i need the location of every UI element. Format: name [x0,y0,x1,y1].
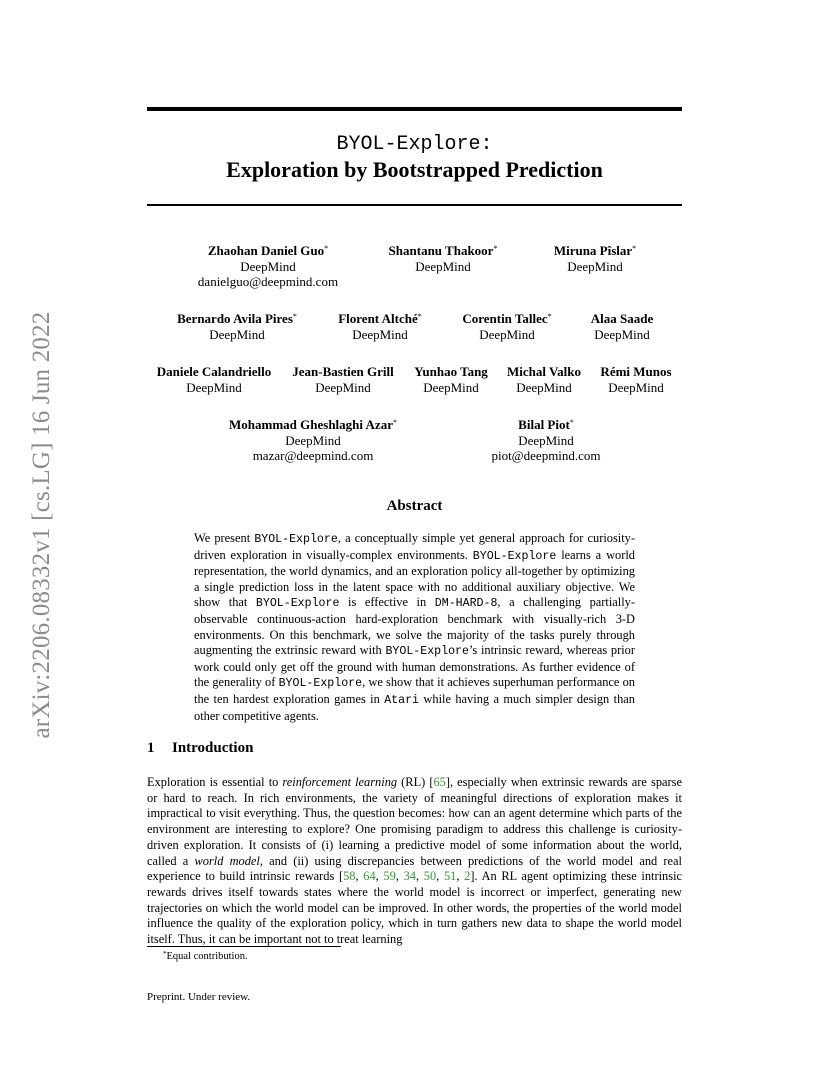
author-affiliation: DeepMind [285,432,341,448]
citation-link[interactable]: 51 [443,869,457,884]
emphasized-term: reinforcement learning [282,775,398,789]
citation-link[interactable]: 50 [423,869,437,884]
author-affiliation: DeepMind [594,326,650,342]
author-name: Miruna Pîslar [553,243,633,258]
author-name: Yunhao Tang [414,364,488,379]
text-run: , a challenging partially-observable continuous-action hard-exploration benchmark with visually-rich 3-D environments. On this benchmark, we solve the majority of the tasks purely through augmenting the extrinsic reward with [194,595,636,658]
equal-contribution-mark: * [569,418,574,427]
text-run: ], especially when extrinsic rewards are sparse or hard to reach. In rich environments, the variety of meaningful directions of exploration makes it impractical to visit everything. Thus, the question becomes: how can an agent determine which parts of the environment are interesting to explore? One promising paradigm to address this challenge is curiosity-driven exploration. It consists of (i) learning a predictive model of some information about the world, called a [147,775,682,868]
citation-link[interactable]: 58 [343,869,356,884]
citation-link[interactable]: 65 [433,775,446,789]
author-name: Corentin Tallec [462,311,548,326]
author-card [600,362,671,395]
abstract-body [194,531,635,724]
text-run: ]. An RL agent optimizing these intrinsic rewards drives itself towards states where the world model is incorrect or imperfect, generating new trajectories on which the world model can be improved. In other words, the properties of the world model influence the quality of the exploration policy, which in turn gathers new data to shape the world model itself. Thus, it can be important not to treat learning [147,869,683,947]
footnote-rule [147,946,341,947]
text-run: We present [194,531,255,545]
author-affiliation: DeepMind [479,326,535,342]
citation-link[interactable]: 34 [403,869,416,884]
author-block [0,0,828,470]
code-term: Atari [384,693,420,707]
equal-contribution-mark: * [417,312,422,321]
arxiv-identifier-stamp: arXiv:2206.08332v1 [cs.LG] 16 Jun 2022 [28,311,55,739]
section-number: 1 [147,740,155,756]
author-card [462,309,551,342]
author-affiliation: DeepMind [516,379,572,395]
author-card [414,362,488,395]
author-name: Bernardo Avila Pires [177,311,293,326]
equal-contribution-mark: * [292,312,297,321]
text-run: , [456,869,465,884]
author-affiliation: DeepMind [423,379,479,395]
text-run: , we show that it achieves superhuman performance on the ten hardest exploration games in [194,675,635,706]
author-affiliation: DeepMind [518,432,574,448]
author-card [591,309,653,342]
author-name: Alaa Saade [590,311,654,326]
text-run: ’s intrinsic reward, whereas prior work could only get off the ground with human demonstrations. As further evidence of the generality of [194,643,635,690]
author-name: Mohammad Gheshlaghi Azar [229,417,393,432]
author-name: Michal Valko [506,364,582,379]
equal-contribution-mark: * [392,418,397,427]
author-card [389,241,498,274]
equal-contribution-mark: * [493,244,498,253]
author-card [507,362,581,395]
text-run: , a conceptually simple yet general approach for curiosity-driven exploration in visually-complex environments. [194,531,635,562]
paper-title-line-2: Exploration by Bootstrapped Prediction [226,157,603,182]
author-name: Shantanu Thakoor [388,243,494,258]
text-run: Exploration is essential to [147,775,283,789]
text-run: is effective in [339,595,435,610]
author-affiliation: DeepMind [567,258,623,274]
author-name: Daniele Calandriello [156,364,272,379]
text-run: (RL) [ [397,775,434,789]
text-run: learns a world representation, the world dynamics, and an exploration policy all-together by optimizing a single prediction loss in the latent space with no additional auxiliary objective. We show that [194,547,635,610]
author-email: mazar@deepmind.com [252,448,374,463]
author-card [554,241,636,274]
equal-contribution-mark: * [324,244,329,253]
author-affiliation: DeepMind [315,379,371,395]
code-term: BYOL-Explore [472,549,557,563]
text-run: , [355,869,364,884]
author-card [177,309,297,342]
author-card [229,415,397,464]
author-name: Bilal Piot [518,417,570,432]
footnote-text: Equal contribution. [166,951,248,962]
author-card [491,415,600,464]
equal-contribution-mark: * [547,312,552,321]
code-term: BYOL-Explore [254,533,338,546]
footnote-mark: * [163,950,167,958]
paper-title-line-1: BYOL-Explore: [336,133,493,156]
author-affiliation: DeepMind [240,258,296,274]
citation-link[interactable]: 64 [363,869,376,884]
code-term: BYOL-Explore [278,677,363,691]
code-term: DM-HARD-8 [434,597,498,611]
code-term: BYOL-Explore [255,597,340,611]
author-affiliation: DeepMind [415,258,471,274]
preprint-note: Preprint. Under review. [147,991,251,1003]
text-run: , [395,869,404,884]
author-card [198,241,338,290]
abstract-heading: Abstract [386,498,443,514]
author-affiliation: DeepMind [352,326,408,342]
author-name: Florent Altché [338,311,418,326]
section-heading [147,740,253,757]
code-term: BYOL-Explore [385,645,469,659]
author-email: danielguo@deepmind.com [197,274,339,289]
introduction-body [147,775,682,948]
citation-link[interactable]: 2 [464,869,471,884]
footnote [163,950,248,962]
text-run: , and (ii) using discrepancies between predictions of the world model and real experience to build intrinsic rewards [ [147,853,682,884]
author-affiliation: DeepMind [209,326,265,342]
author-name: Jean-Bastien Grill [292,364,394,379]
author-name: Rémi Munos [600,364,672,379]
author-card [157,362,271,395]
author-name: Zhaohan Daniel Guo [207,243,325,258]
author-email: piot@deepmind.com [491,448,601,463]
text-run: while having a much simpler design than other competitive agents. [194,691,635,723]
section-title: Introduction [172,740,254,756]
citation-link[interactable]: 59 [383,869,396,884]
author-card [338,309,422,342]
text-run: , [416,869,424,884]
author-affiliation: DeepMind [186,379,242,395]
emphasized-term: world model [194,853,260,868]
author-card [292,362,393,395]
text-run: , [375,869,384,884]
author-affiliation: DeepMind [608,379,664,395]
equal-contribution-mark: * [632,244,637,253]
text-run: , [436,869,444,884]
